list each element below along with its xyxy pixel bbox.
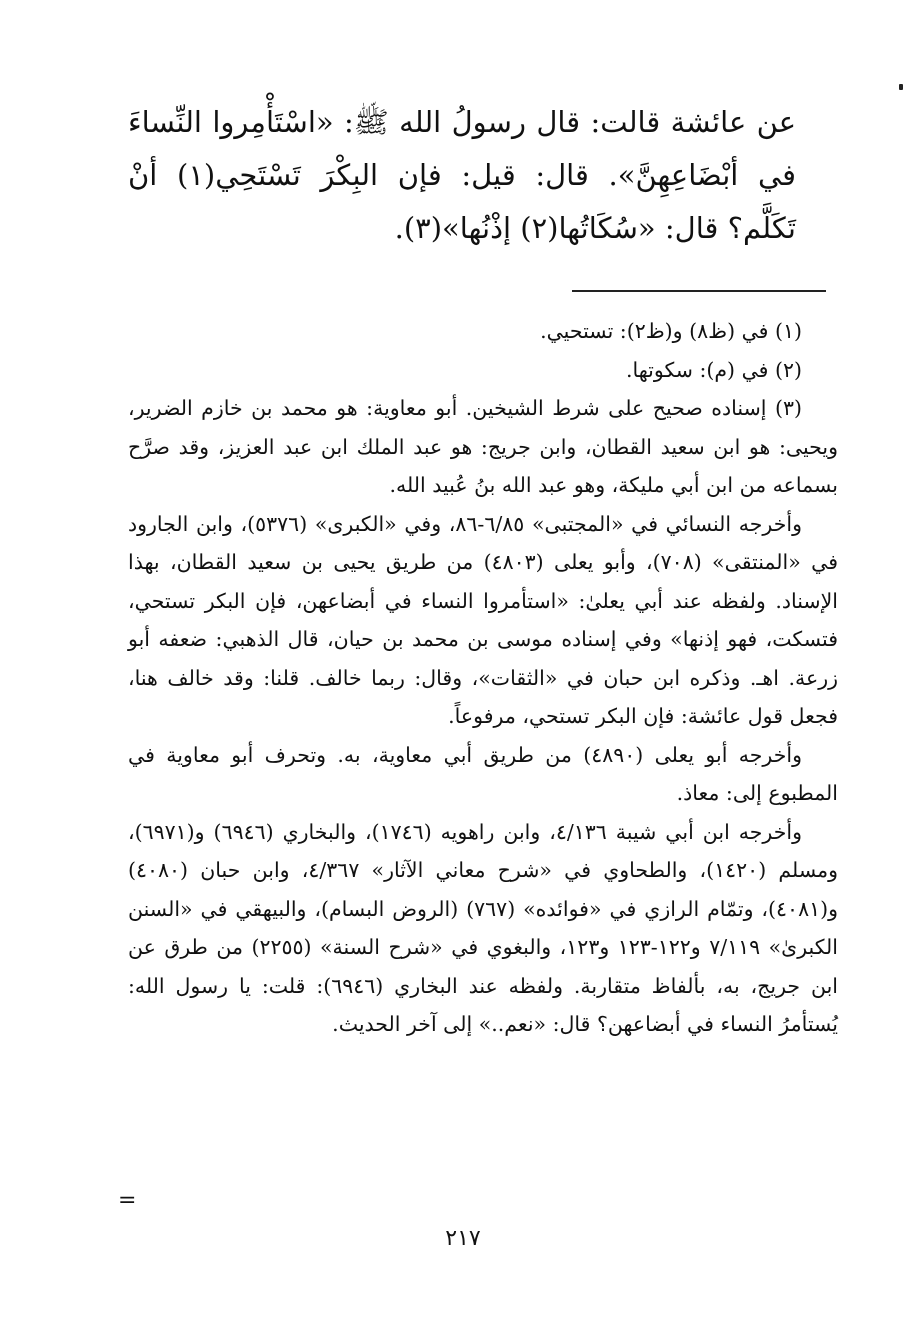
footnote-3: (٣) إسناده صحيح على شرط الشيخين. أبو معاوية: هو محمد بن خازم الضرير، ويحيى: هو ابن سعيد القطان، وابن جريج: هو عبد الملك ابن عبد العزيز، وقد صرَّح بسماعه من ابن أبي مليكة، وهو عبد الله بنُ عُبيد الله. (128, 396, 838, 497)
page-number: ٢١٧ (445, 1226, 481, 1251)
footnote-3-takhrij-ibn-abi-shaybah: وأخرجه ابن أبي شيبة ٤/١٣٦، وابن راهويه (١٧٤٦)، والبخاري (٦٩٤٦) و(٦٩٧١)، ومسلم (١٤٢٠)، والطحاوي في «شرح معاني الآثار» ٤/٣٦٧، وابن حبان (٤٠٨٠) و(٤٠٨١)، وتمّام الرازي في «فوائده» (٧٦٧) (الروض البسام)، والبيهقي في «السنن الكبرىٰ» ٧/١١٩ و١٢٢-١٢٣ و١٢٣، والبغوي في «شرح السنة» (٢٢٥٥) من طرق عن ابن جريج، به، بألفاظ متقاربة. ولفظه عند البخاري (٦٩٤٦): قلت: يا رسول الله: يُستأمرُ النساء في أبضاعهن؟ قال: «نعم..» إلى آخر الحديث. (128, 819, 838, 1036)
scan-artifact (899, 84, 903, 90)
footnotes (128, 312, 838, 1044)
footnote-separator (572, 290, 826, 292)
footnote-1: (١) في (ظ٨) و(ظ٢): تستحيي. (540, 319, 802, 343)
hadith-paragraph: عن عائشة قالت: قال رسولُ الله ﷺ: «اسْتَأْمِروا النِّساءَ في أبْضَاعِهِنَّ». قال: قيل: فإن البِكْرَ تَسْتَحِي(١) أنْ تَكَلَّم؟ قال: «سُكَاتُها(٢) إذْنُها»(٣). (128, 105, 796, 245)
footnote-3-takhrij-abu-yala: وأخرجه أبو يعلى (٤٨٩٠) من طريق أبي معاوية، به. وتحرف أبو معاوية في المطبوع إلى: معاذ. (128, 742, 838, 805)
footnote-3-takhrij-nasai: وأخرجه النسائي في «المجتبى» ٦/٨٥-٨٦، وفي «الكبرى» (٥٣٧٦)، وابن الجارود في «المنتقى» (٧٠٨)، وأبو يعلى (٤٨٠٣) من طريق يحيى بن سعيد القطان، بهذا الإسناد. ولفظه عند أبي يعلىٰ: «استأمروا النساء في أبضاعهن، فإن البكر تستحي، فتسكت، فهو إذنها» وفي إسناده موسى بن محمد بن حيان، قال الذهبي: ضعفه أبو زرعة. اهـ. وذكره ابن حبان في «الثقات»، وقال: ربما خالف. قلنا: وقد خالف هنا، فجعل قول عائشة: فإن البكر تستحي، مرفوعاً. (128, 511, 838, 728)
hadith-text (128, 96, 796, 255)
footnote-2: (٢) في (م): سكوتها. (625, 357, 802, 382)
continuation-mark: = (118, 1188, 137, 1213)
